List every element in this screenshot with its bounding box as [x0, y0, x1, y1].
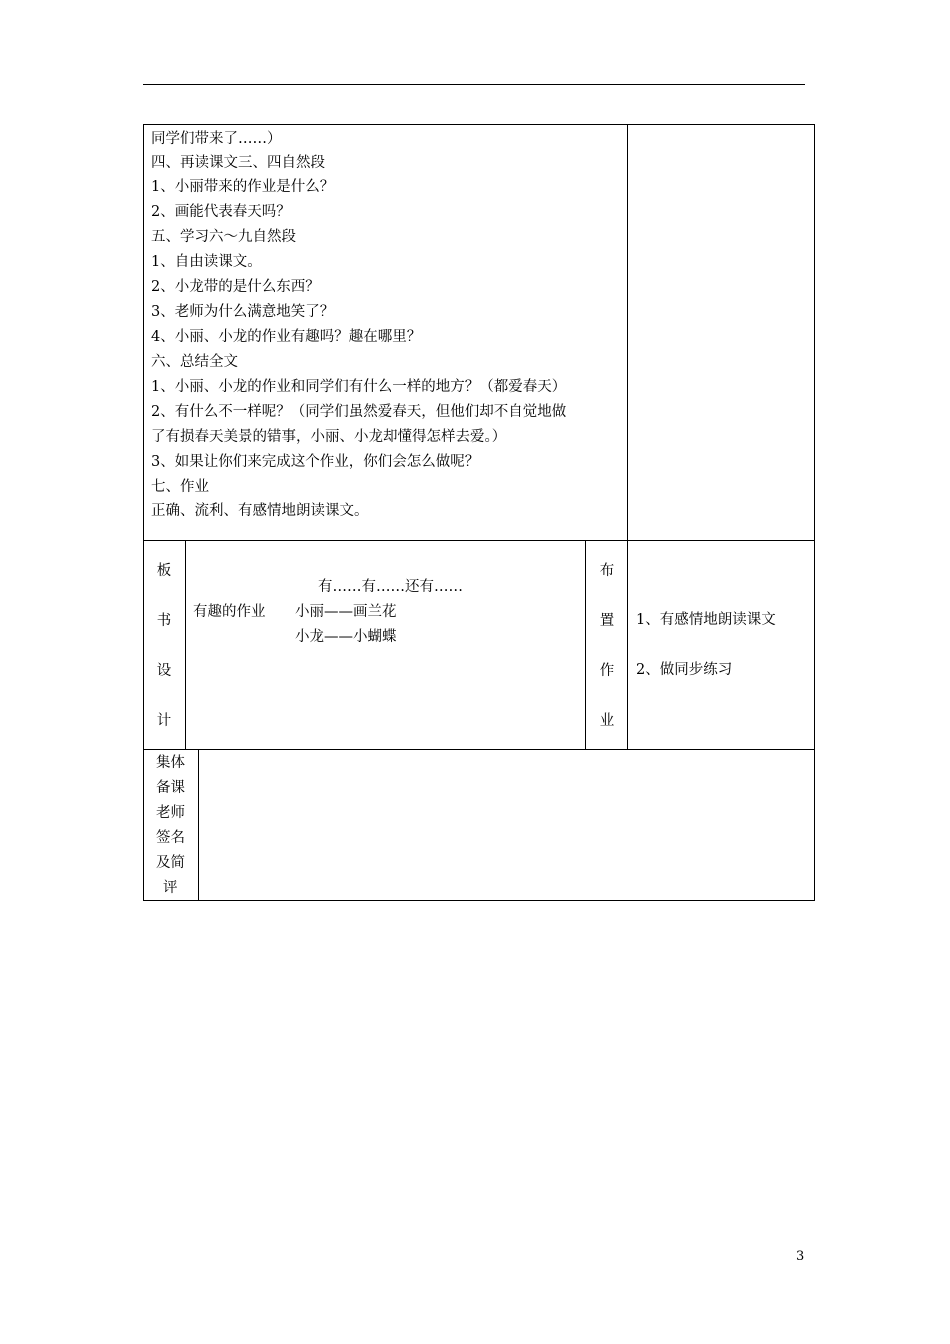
board-item: 小龙——小蝴蝶 — [295, 629, 397, 645]
homework-label-char: 业 — [599, 713, 615, 729]
lesson-line: 4、小丽、小龙的作业有趣吗？趣在哪里？ — [151, 329, 422, 345]
col-divider-notes — [627, 124, 628, 541]
lesson-line: 3、老师为什么满意地笑了？ — [151, 304, 335, 320]
lesson-line: 正确、流利、有感情地朗读课文。 — [151, 503, 369, 519]
lesson-line: 七、作业 — [151, 479, 209, 495]
board-title: 有趣的作业 — [193, 604, 266, 620]
lesson-line: 四、再读课文三、四自然段 — [151, 155, 325, 171]
board-item: 小丽——画兰花 — [295, 604, 397, 620]
header-rule — [143, 84, 805, 85]
board-label-char: 设 — [156, 663, 172, 679]
review-label-line: 老师 — [156, 805, 185, 821]
lesson-line: 五、学习六～九自然段 — [151, 229, 296, 245]
page-number: 3 — [796, 1249, 805, 1264]
board-label-char: 板 — [156, 563, 172, 579]
board-label-char: 计 — [156, 713, 172, 729]
col-divider-board-label — [185, 540, 186, 750]
homework-label-char: 作 — [599, 663, 615, 679]
review-label-line: 评 — [163, 880, 178, 896]
row-divider-review — [143, 749, 815, 750]
col-divider-homework-label — [585, 540, 586, 750]
homework-label-char: 置 — [599, 613, 615, 629]
lesson-line: 2、小龙带的是什么东西？ — [151, 279, 320, 295]
row-divider-board — [143, 540, 815, 541]
lesson-line: 同学们带来了……） — [151, 131, 282, 147]
lesson-line: 3、如果让你们来完成这个作业，你们会怎么做呢？ — [151, 454, 480, 470]
col-divider-homework-content — [627, 540, 628, 750]
review-label-line: 备课 — [156, 780, 185, 796]
review-label-line: 签名 — [156, 830, 185, 846]
lesson-line: 1、小丽、小龙的作业和同学们有什么一样的地方？（都爱春天） — [151, 379, 567, 395]
homework-item: 1、有感情地朗读课文 — [636, 612, 776, 628]
homework-label-char: 布 — [599, 563, 615, 579]
lesson-line: 1、自由读课文。 — [151, 254, 262, 270]
lesson-line: 2、画能代表春天吗？ — [151, 204, 291, 220]
lesson-line: 六、总结全文 — [151, 354, 238, 370]
lesson-line: 1、小丽带来的作业是什么？ — [151, 179, 335, 195]
board-label-char: 书 — [156, 613, 172, 629]
lesson-line: 了有损春天美景的错事，小丽、小龙却懂得怎样去爱。） — [151, 429, 507, 445]
lesson-line: 2、有什么不一样呢？（同学们虽然爱春天，但他们却不自觉地做 — [151, 404, 567, 420]
col-divider-review-label — [198, 749, 199, 901]
review-label-line: 及简 — [156, 855, 185, 871]
homework-item: 2、做同步练习 — [636, 662, 733, 678]
review-label-line: 集体 — [156, 755, 185, 771]
board-line-top: 有……有……还有…… — [318, 579, 463, 595]
